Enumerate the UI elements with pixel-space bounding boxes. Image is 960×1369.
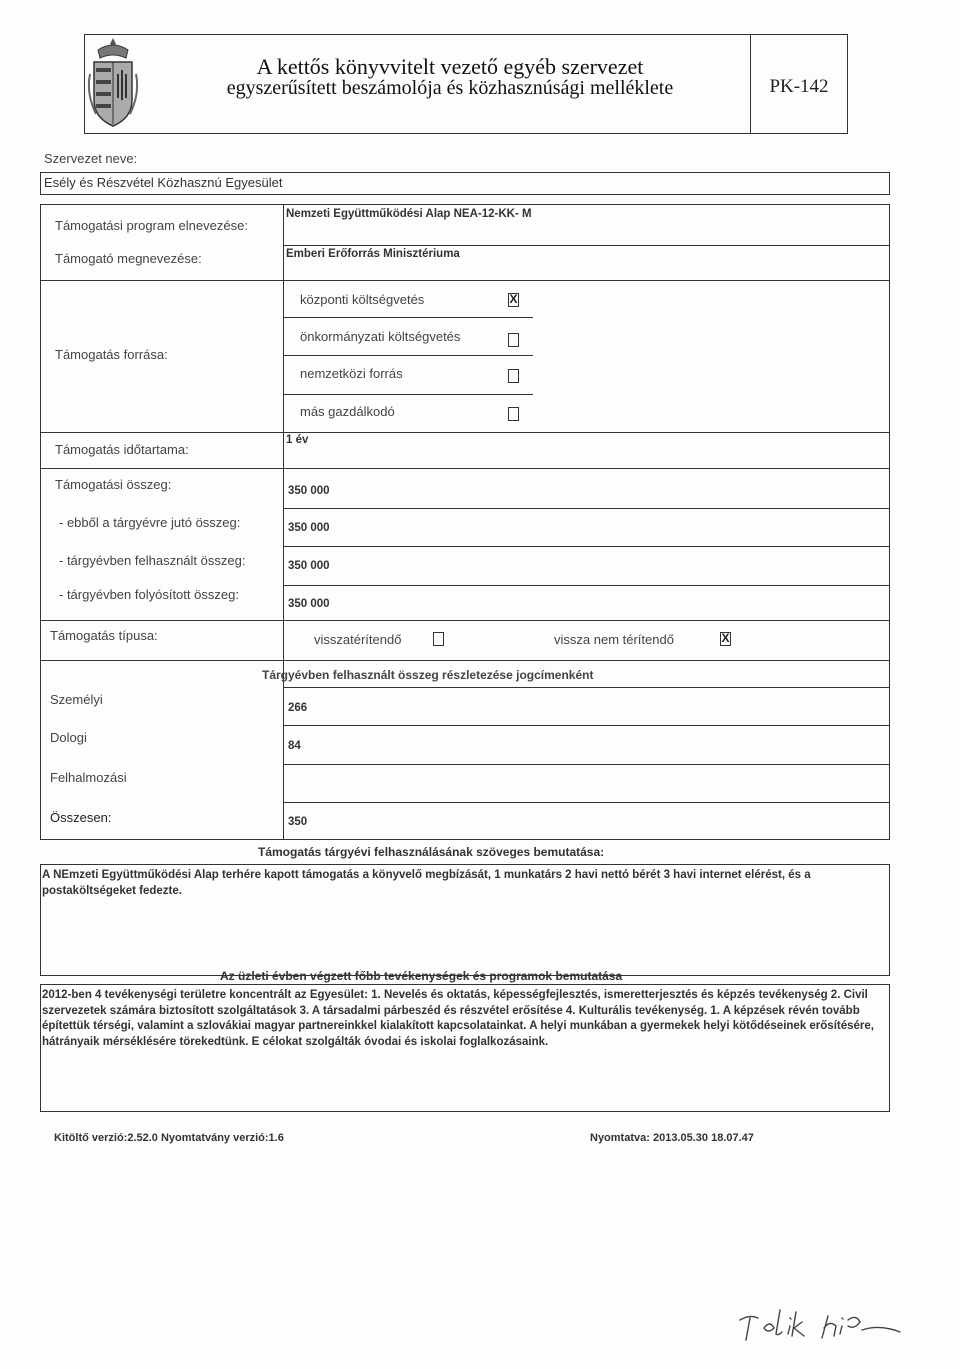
activities-text: 2012-ben 4 tevékenységi területre koncentrált az Egyesület: 1. Nevelés és oktatás, képességfejlesztés, ismeretterjesztés és képzés tevékenység 2. Civil szervezetek számára biztosított szolgáltatások 3. A társadalmi párbeszéd és részvétel erősítése 4. Kulturális tevékenység. 1. A képzések révén tovább építettük térségi, valamint a szlovákiai magyar partnereinkkel kialakított kapcsolatainkat. A helyi munkában a gyermekek helyi kötődéseinek erősítésére, hátrányaik mérséklésére törekedtünk. E célokat szolgálták óvodai és iskolai foglalkozásaink. [42, 989, 874, 1048]
type-nonrepayable-label: vissza nem térítendő [554, 632, 674, 647]
form-code: PK-142 [769, 76, 829, 97]
source-option-municipal-label: önkormányzati költségvetés [300, 329, 461, 344]
handwritten-signature [730, 1300, 930, 1350]
type-label: Támogatás típusa: [50, 628, 158, 643]
source-other-checkbox[interactable] [508, 407, 519, 421]
amount-used-value: 350 000 [288, 560, 330, 572]
breakdown-total-value: 350 [288, 816, 308, 828]
source-option-other-label: más gazdálkodó [300, 404, 395, 419]
footer-printed: Nyomtatva: 2013.05.30 18.07.47 [590, 1132, 754, 1144]
supporter-label: Támogató megnevezése: [55, 251, 202, 266]
org-name-value: Esély és Részvétel Közhasznú Egyesület [44, 175, 283, 190]
amount-total-label: Támogatási összeg: [55, 477, 172, 492]
amount-used-label: - tárgyévben felhasznált összeg: [59, 553, 246, 568]
footer-version: Kitöltő verzió:2.52.0 Nyomtatvány verzió:1.6 [54, 1132, 284, 1144]
breakdown-total-label: Összesen: [50, 810, 112, 825]
amount-year-value: 350 000 [288, 522, 330, 534]
document-title-line2: egyszerűsített beszámolója és közhasznúsági melléklete [226, 77, 674, 99]
program-label: Támogatási program elnevezése: [55, 218, 248, 233]
document-title-line1: A kettős könyvvitelt vezető egyéb szervezet [256, 54, 644, 79]
type-repayable-label: visszatérítendő [314, 632, 402, 647]
source-option-international-label: nemzetközi forrás [300, 366, 403, 381]
breakdown-material-value: 84 [288, 740, 301, 752]
usage-heading: Támogatás tárgyévi felhasználásának szöveges bemutatása: [258, 845, 605, 859]
amount-total-value: 350 000 [288, 485, 330, 497]
amount-paid-value: 350 000 [288, 598, 330, 610]
program-value: Nemzeti Együttműködési Alap NEA-12-KK- M [286, 208, 532, 220]
source-international-checkbox[interactable] [508, 369, 519, 383]
type-repayable-checkbox[interactable] [433, 632, 444, 646]
breakdown-heading: Tárgyévben felhasznált összeg részletezése jogcímenként [262, 668, 594, 682]
breakdown-personal-label: Személyi [50, 692, 103, 707]
breakdown-investment-label: Felhalmozási [50, 770, 127, 785]
duration-label: Támogatás időtartama: [55, 442, 189, 457]
amount-paid-label: - tárgyévben folyósított összeg: [59, 587, 239, 602]
usage-text: A NEmzeti Együttműködési Alap terhére kapott támogatás a könyvelő megbízását, 1 munkatárs 2 havi nettó bérét 3 havi internet elérést, és a postaköltségeket fedezte. [42, 869, 811, 897]
type-nonrepayable-checkbox[interactable]: X [721, 631, 730, 645]
supporter-value: Emberi Erőforrás Minisztériuma [286, 248, 460, 260]
activities-heading: Az üzleti évben végzett főbb tevékenységek és programok bemutatása [220, 969, 623, 983]
breakdown-personal-value: 266 [288, 702, 308, 714]
main-table-divider [283, 204, 284, 840]
amount-year-label: - ebből a tárgyévre jutó összeg: [59, 515, 241, 530]
source-municipal-checkbox[interactable] [508, 333, 519, 347]
source-central-checkbox[interactable]: X [509, 292, 518, 306]
coat-of-arms-emblem [82, 34, 144, 132]
source-label: Támogatás forrása: [55, 347, 168, 362]
org-name-label: Szervezet neve: [44, 151, 138, 166]
source-option-central-label: központi költségvetés [300, 292, 425, 307]
breakdown-material-label: Dologi [50, 730, 87, 745]
duration-value: 1 év [286, 434, 309, 446]
